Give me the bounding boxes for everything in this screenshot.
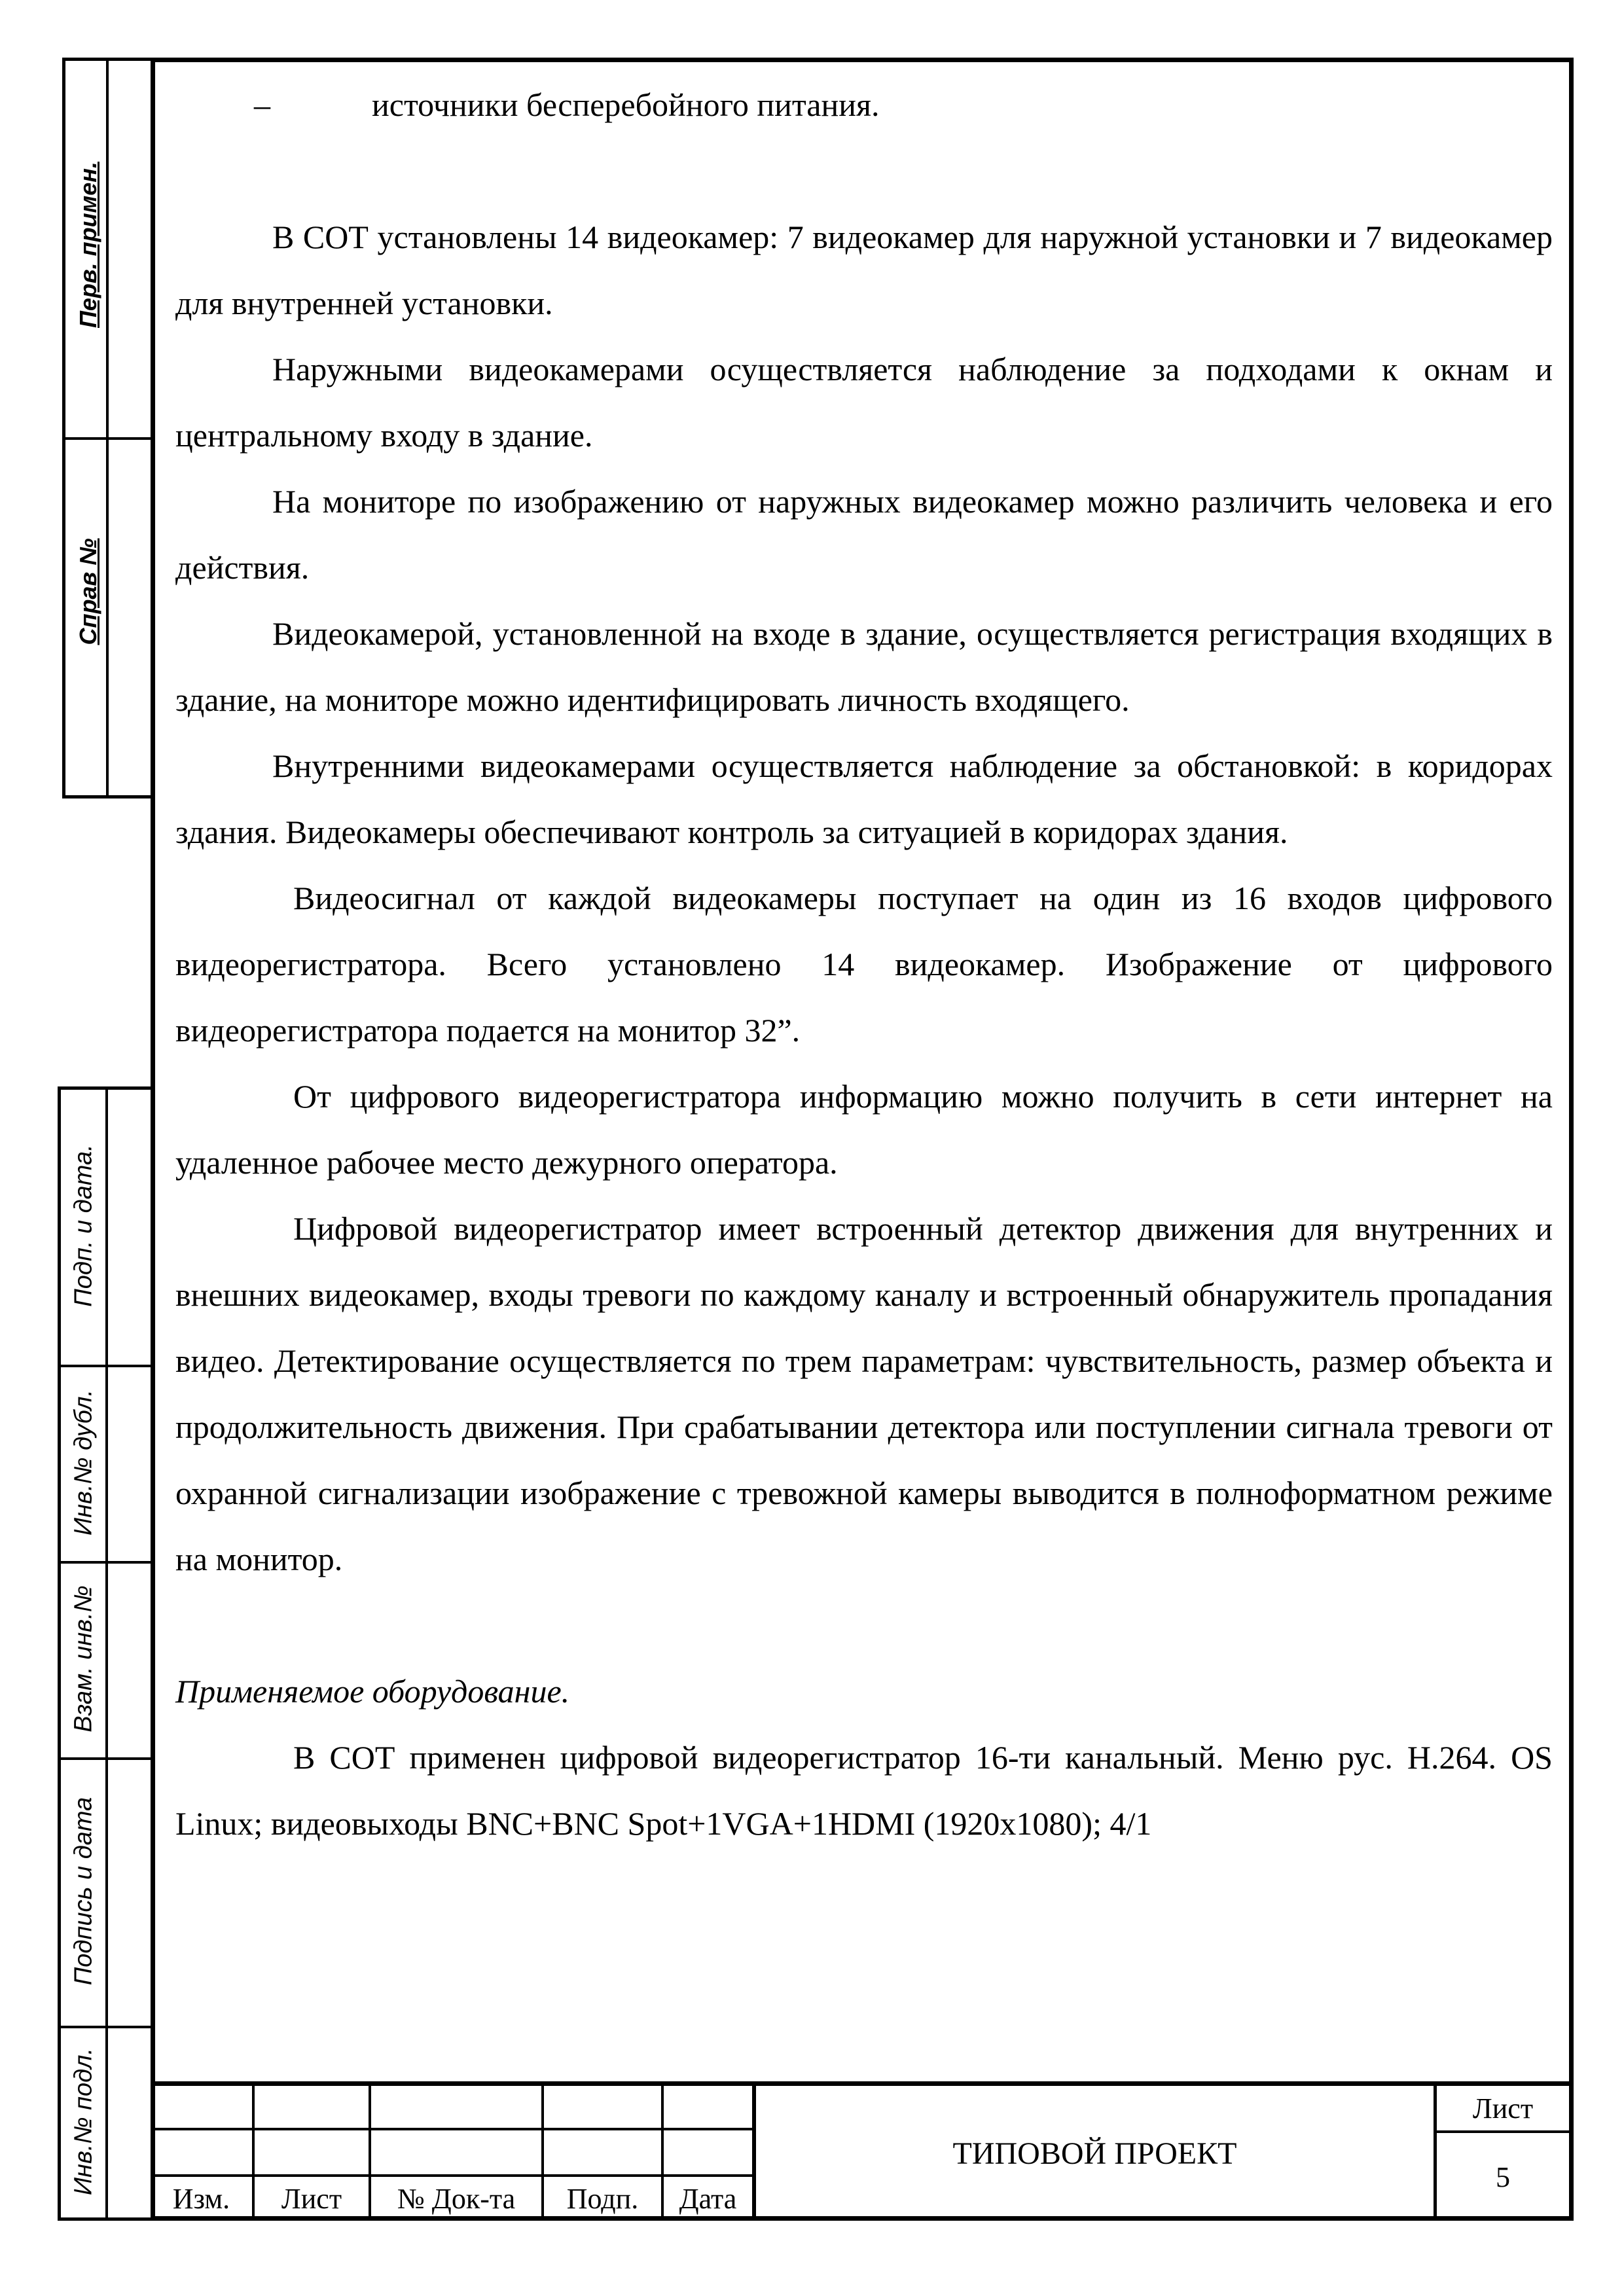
paragraph-8: Цифровой видеорегистратор имеет встроенный детектор движения для внутренних и внешних видеокамер, входы тревоги по каждому каналу и встроенный обнаружитель пропадания видео. Детектирование осуществляется по трем параметрам: чувствительность, размер объекта и продолжительность движения. При срабатывании детектора или поступлении сигнала тревоги от охранной сигнализации изображение с тревожной камеры выводится в полноформатном режиме на монитор.: [175, 1210, 1553, 1577]
section-heading: Применяемое оборудование.: [175, 1673, 570, 1710]
title-block: [151, 2081, 1574, 2221]
inv-no-dubl-label: Инв.№ дубл.: [69, 1389, 98, 1536]
sheet-number: 5: [1496, 2161, 1510, 2193]
document-body: [175, 72, 1553, 1857]
podp-i-data-label: Подп. и дата.: [69, 1144, 98, 1307]
paragraph-4: Видеокамерой, установленной на входе в здание, осуществляется регистрация входящих в здание, на мониторе можно идентифицировать личность входящего.: [175, 615, 1553, 718]
paragraph-1: В СОТ установлены 14 видеокамер: 7 видеокамер для наружной установки и 7 видеокамер для внутренней установки.: [175, 219, 1553, 321]
perv-primen-label: Перв. примен.: [75, 161, 101, 328]
no-dok-label: № Док-та: [397, 2183, 516, 2215]
upper-side-stamp: [62, 58, 154, 798]
paragraph-6: Видеосигнал от каждой видеокамеры поступает на один из 16 входов цифрового видеорегистратора. Всего установлено 14 видеокамер. Изображение от цифрового видеорегистратора подается на монитор 32”.: [175, 880, 1553, 1049]
podpis-i-data-label: Подпись и дата: [69, 1797, 98, 1986]
vzam-inv-no-label: Взам. инв.№: [69, 1585, 98, 1732]
paragraph-5: Внутренними видеокамерами осуществляется наблюдение за обстановкой: в коридорах здания. Видеокамеры обеспечивают контроль за ситуацией в коридорах здания.: [175, 747, 1553, 850]
lower-side-stamp: [58, 1086, 154, 2221]
sprav-no-label: Справ №: [75, 538, 101, 645]
paragraph-7: От цифрового видеорегистратора информацию можно получить в сети интернет на удаленное рабочее место дежурного оператора.: [175, 1078, 1553, 1181]
list-label: Лист: [281, 2183, 342, 2215]
sheet-label: Лист: [1472, 2092, 1534, 2125]
bullet-dash: –: [254, 86, 270, 123]
bullet-item: [175, 72, 1553, 138]
izm-label: Изм.: [172, 2183, 230, 2215]
paragraph-2: Наружными видеокамерами осуществляется наблюдение за подходами к окнам и центральному входу в здание.: [175, 351, 1553, 454]
project-title: ТИПОВОЙ ПРОЕКТ: [952, 2136, 1237, 2171]
podp-label: Подп.: [566, 2183, 639, 2215]
paragraph-equipment: В СОТ применен цифровой видеорегистратор 16-ти канальный. Меню рус. H.264. OS Linux; видеовыходы BNC+BNC Spot+1VGA+1HDMI (1920x1080); 4/1: [175, 1739, 1553, 1842]
paragraph-3: На мониторе по изображению от наружных видеокамер можно различить человека и его действия.: [175, 483, 1553, 586]
inv-no-podl-label: Инв.№ подл.: [69, 2047, 98, 2196]
bullet-text: источники бесперебойного питания.: [372, 86, 880, 123]
data-label: Дата: [679, 2183, 737, 2215]
